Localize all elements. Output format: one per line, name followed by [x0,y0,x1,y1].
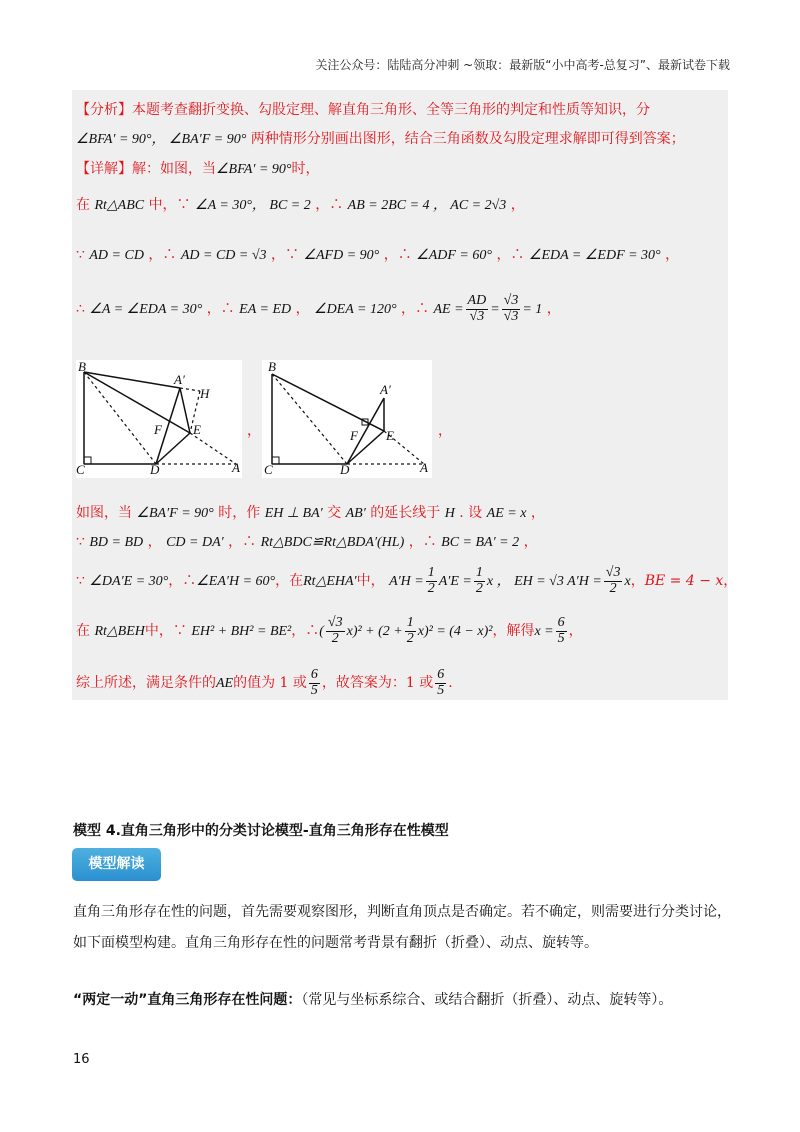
math-expr: Rt△ABC [94,198,145,213]
math-expr: ∠A = ∠EDA = 30° [89,302,203,318]
step-text: ，∵ [271,247,299,263]
numerator: 1 [475,565,483,580]
step-text: ， [295,301,310,318]
step-text: . 设 [459,505,483,521]
math-expr: ∠EDA = ∠EDF = 30° [528,248,661,263]
step-text: ，在 [275,573,304,590]
math-expr: H [444,506,455,521]
step-text: 交 [327,505,342,521]
label-A: A [420,460,428,475]
step-line-10 [76,616,583,646]
math-expr: EH² + BH² = BE² [191,624,292,640]
label-F: F [154,422,162,437]
fraction [435,668,446,698]
label-A: A [232,460,240,475]
step-text: 中， [356,573,385,590]
step-text: ，∴ [206,301,235,318]
step-text: ，解得 [492,623,535,640]
step-text: ∵ [76,534,85,550]
step-text: 在 [76,197,90,213]
math-expr: = [490,302,500,318]
step-line-4 [76,194,525,214]
math-expr: BC = BA′ = 2 [441,535,520,550]
numerator: 1 [427,565,435,580]
detail-tag: 【详解】 [76,161,132,177]
math-expr: ∠DA′E = 30° [89,574,169,590]
numerator: √3 [327,615,343,630]
fraction [326,616,345,646]
math-expr: AB′ [345,506,366,521]
step-text: 时，作 [218,505,261,521]
numerator: √3 [503,293,519,308]
numerator: AD [467,293,487,308]
step-text: 的值为 1 或 [233,675,307,692]
section-badge: 模型解读 [72,848,161,881]
step-text: 如图，当 [76,505,132,521]
step-line-6 [76,294,561,324]
page-header: 关注公众号：陆陆高分冲刺 ~领取：最新版“小中高考-总复习”、最新试卷下载 [315,58,730,72]
numerator: √3 [605,565,621,580]
analysis-text-2: 两种情形分别画出图形，结合三角函数及勾股定理求解即可得到答案； [250,131,685,147]
math-expr: ∠AFD = 90° [303,248,380,263]
math-expr: ∠EA′H = 60° [196,574,276,590]
denominator: 2 [609,580,617,596]
step-text: 综上所述，满足条件的 [76,675,216,692]
step-text: ， [723,573,738,590]
numerator: 1 [406,615,414,630]
step-line-5 [76,244,679,264]
math-expr: Rt△BDC≌Rt△BDA′(HL) [260,535,405,550]
figure-1-diagram [76,360,242,478]
conclusion-line [76,668,453,698]
label-B: B [78,360,86,374]
step-text: ，故答案为：1 或 [321,675,434,692]
step-line-7 [76,502,545,522]
math-expr: = 1 [522,302,543,318]
section-title: 模型 4.直角三角形中的分类讨论模型-直角三角形存在性模型 [73,823,449,839]
label-A-prime: A′ [174,372,185,387]
math-expr: x ， EH = √3 A′H = [486,574,602,590]
step-text: ，∴ [408,534,437,550]
denominator: 2 [331,630,339,646]
label-D: D [340,462,350,477]
fraction [556,616,567,646]
step-text: 的延长线于 [370,505,441,521]
label-B: B [268,360,276,374]
step-text: ， [510,197,525,213]
denominator: 2 [427,580,435,596]
label-C: C [264,462,273,477]
step-text: ∴ [76,301,85,318]
label-A-prime: A′ [380,382,391,397]
math-expr: EA = ED [239,302,292,318]
subparagraph-text: （常见与坐标系综合、或结合翻折（折叠）、动点、旋转等）。 [301,992,673,1008]
label-E: E [193,422,201,437]
fraction [405,616,416,646]
step-text: ，∴ [496,247,525,263]
math-expr: x)² = (4 − x)² [417,624,493,640]
step-text: 中，∵ [148,197,191,213]
detail-text: 解：如图，当 [132,161,216,177]
math-expr: CD = DA′ [166,535,224,550]
math-expr: x = [534,624,554,640]
denominator: 2 [406,630,414,646]
math-expr: AE = [433,302,464,318]
label-H: H [200,386,210,401]
step-text: ，∴ [168,573,197,590]
figure-separator: ， [247,423,261,439]
denominator: √3 [469,308,485,324]
math-expr: x)² + (2 + [346,624,403,640]
step-text: ， [147,534,162,550]
step-text: ， [665,247,680,263]
math-expr: ∠ADF = 60° [416,248,492,263]
page-number: 16 [73,1052,90,1067]
math-expr-red: BE = 4 − x [644,573,724,590]
step-text: ∵ [76,247,85,263]
figure-1 [76,360,242,478]
denominator: 2 [475,580,483,596]
math-expr: AE = x [486,506,527,521]
label-D: D [150,462,160,477]
step-text: ，∴ [315,197,344,213]
numerator: 6 [310,667,318,682]
fraction [474,566,485,596]
denominator: √3 [503,308,519,324]
analysis-line [76,99,650,119]
figure-2 [262,360,432,478]
analysis-text: 【分析】本题考查翻折变换、勾股定理、解直角三角形、全等三角形的判定和性质等知识，分 [76,102,650,118]
denominator: 5 [437,682,445,698]
denominator: 5 [310,682,318,698]
math-expr: AD = CD [89,248,144,263]
step-text: ∵ [76,573,85,590]
step-text: ， [568,623,583,640]
fraction [466,294,489,324]
math-expr: ∠A = 30°， BC = 2 [195,198,311,213]
fraction [426,566,437,596]
math-expr: ∠BFA′ = 90°， ∠BA′F = 90° [76,132,247,147]
step-text: 中，∵ [144,623,187,640]
step-text: ，∴ [401,301,430,318]
detail-line [76,158,320,178]
step-line-8 [76,531,538,551]
step-text: ，∴ [148,247,177,263]
step-line-9 [76,566,737,596]
model-subparagraph [73,985,733,1016]
model-paragraph: 直角三角形存在性的问题，首先需要观察图形，判断直角顶点是否确定。若不确定，则需要进行分类讨论，如下面模型构建。直角三角形存在性的问题常考背景有翻折（折叠）、动点、旋转等。 [73,904,731,951]
math-expr: A′H = [389,574,424,590]
analysis-line-2 [76,128,685,148]
fraction [309,668,320,698]
math-expr: AE [216,676,234,692]
figure-end: ， [438,423,452,439]
step-text: ， [546,301,561,318]
math-expr: ( [319,624,324,640]
numerator: 6 [437,667,445,682]
math-expr: ∠BFA′ = 90° [216,162,292,177]
label-F: F [350,428,358,443]
step-text: ， [530,505,545,521]
math-expr: EH ⊥ BA′ [264,506,323,521]
figure-2-diagram [262,360,432,478]
subparagraph-heading: “两定一动”直角三角形存在性问题： [73,992,302,1008]
math-expr: ∠DEA = 120° [314,302,397,318]
fraction [502,294,521,324]
math-expr: Rt△EHA′ [303,574,357,590]
step-text: 在 [76,623,90,640]
denominator: 5 [557,630,565,646]
step-text: ，∴ [383,247,412,263]
fraction [604,566,623,596]
label-E: E [386,428,394,443]
numerator: 6 [557,615,565,630]
math-expr: AD = CD = √3 [180,248,267,263]
math-expr: Rt△BEH [94,624,145,640]
math-expr: x [624,574,631,590]
math-expr: BD = BD [89,535,144,550]
label-C: C [76,462,85,477]
math-expr: AB = 2BC = 4 ， AC = 2√3 [347,198,507,213]
step-text: ， [630,573,645,590]
math-expr: ∠BA′F = 90° [136,506,214,521]
step-text: ， [523,534,538,550]
step-text: . [448,675,453,692]
detail-text: 时， [291,161,320,177]
step-text: ，∴ [228,534,257,550]
step-text: ，∴ [291,623,320,640]
math-expr: A′E = [438,574,472,590]
